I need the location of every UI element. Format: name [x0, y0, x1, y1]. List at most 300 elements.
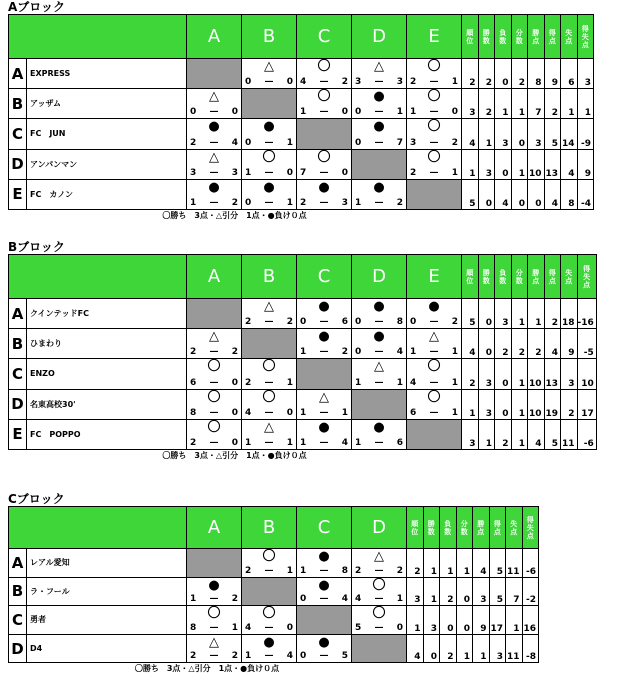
stat-value: 1	[511, 149, 528, 179]
stat-value: 7	[506, 577, 523, 606]
score-dash: —	[209, 167, 219, 178]
stat-header-char: 点	[548, 276, 556, 285]
score-away: 1	[451, 347, 458, 358]
stat-header	[478, 15, 495, 59]
stat-header-char: 点	[581, 40, 589, 49]
score-dash: —	[209, 377, 219, 388]
stat-value: 1	[506, 606, 523, 635]
stat-header-char: 数	[515, 276, 523, 285]
stat-header-char: 分	[460, 519, 468, 528]
match-score	[410, 317, 458, 328]
result-symbol-icon: ●	[263, 119, 275, 135]
score-home: 1	[190, 197, 197, 208]
stat-value: 1	[577, 89, 594, 119]
stat-value: 2	[544, 299, 561, 329]
match-result-cell	[242, 149, 297, 179]
stat-header-char: 勝	[482, 28, 490, 37]
score-dash: —	[374, 317, 384, 328]
stat-header-char: 点	[565, 276, 573, 285]
stat-value: 1	[511, 389, 528, 419]
stat-value: 11	[506, 549, 523, 578]
score-away: 0	[341, 107, 348, 118]
result-symbol-icon: 〇	[262, 389, 276, 405]
row-letter: B	[9, 577, 27, 606]
match-result-cell	[297, 59, 352, 89]
stat-value: 5	[544, 119, 561, 149]
result-symbol-icon: 〇	[372, 606, 386, 622]
match-score	[300, 168, 348, 179]
score-away: 0	[231, 437, 238, 448]
result-symbol-icon: 〇	[262, 549, 276, 564]
stat-value: 1	[456, 549, 473, 578]
score-home: 1	[300, 565, 307, 576]
stat-header-char: 数	[444, 527, 452, 536]
team-name: 勇者	[27, 606, 187, 635]
stat-value: 1	[423, 577, 440, 606]
block-title: Bブロック	[8, 240, 65, 254]
result-symbol-icon: ●	[208, 577, 220, 593]
result-symbol-icon: ●	[208, 119, 220, 135]
score-home: 0	[245, 77, 252, 88]
score-away: 0	[231, 407, 238, 418]
score-home: 1	[410, 347, 417, 358]
score-home: 5	[355, 622, 362, 633]
score-away: 1	[451, 77, 458, 88]
match-score	[410, 168, 458, 179]
team-name: ひまわり	[27, 329, 187, 359]
stat-header-char: 失	[510, 519, 518, 528]
match-result-cell	[187, 606, 242, 635]
column-header: E	[407, 15, 462, 59]
match-result-cell	[407, 329, 462, 359]
stat-value: 4	[495, 179, 512, 209]
stat-value: 0	[478, 299, 495, 329]
column-header: D	[352, 507, 407, 549]
self-match-cell	[297, 119, 352, 149]
match-score	[300, 651, 348, 662]
team-name: FC POPPO	[27, 419, 187, 449]
stat-value: -2	[522, 577, 539, 606]
score-dash: —	[209, 347, 219, 358]
header-row	[9, 507, 539, 549]
result-symbol-icon: 〇	[427, 89, 441, 105]
score-dash: —	[374, 594, 384, 605]
score-away: 8	[341, 565, 348, 576]
stat-header-char: 分	[515, 268, 523, 277]
match-score	[355, 77, 403, 88]
stat-value: 0	[495, 389, 512, 419]
legend: 〇勝ち 3点・△引分 1点・●負け０点	[162, 450, 307, 460]
match-score	[355, 347, 403, 358]
stat-value: 4	[561, 149, 578, 179]
score-away: 1	[396, 107, 403, 118]
column-header: C	[297, 255, 352, 299]
result-symbol-icon: ●	[373, 329, 385, 345]
score-home: 0	[245, 197, 252, 208]
stat-header	[473, 507, 490, 549]
stat-value: 1	[561, 89, 578, 119]
score-home: 1	[245, 437, 252, 448]
score-dash: —	[429, 347, 439, 358]
team-name: アンパンマン	[27, 149, 187, 179]
match-score	[245, 168, 293, 179]
stat-header-char: 点	[477, 527, 485, 536]
score-home: 2	[300, 197, 307, 208]
header-corner	[9, 15, 187, 59]
match-result-cell	[297, 89, 352, 119]
stat-header-char: 数	[499, 36, 507, 45]
stat-header-char: 数	[482, 276, 490, 285]
match-score	[190, 438, 238, 449]
score-away: 3	[231, 167, 238, 178]
score-dash: —	[374, 77, 384, 88]
score-away: 4	[286, 651, 293, 662]
score-home: 1	[355, 437, 362, 448]
match-score	[245, 77, 293, 88]
stat-value: 0	[440, 606, 457, 635]
match-result-cell	[407, 359, 462, 389]
match-score	[190, 168, 238, 179]
stat-value: 0	[511, 179, 528, 209]
result-symbol-icon: 〇	[207, 606, 221, 622]
stat-header-char: 失	[583, 272, 591, 281]
match-score	[245, 408, 293, 419]
match-result-cell	[242, 634, 297, 663]
match-score	[355, 138, 403, 149]
score-away: 2	[286, 317, 293, 328]
match-result-cell	[352, 119, 407, 149]
row-letter: C	[9, 359, 27, 389]
stat-value: 17	[489, 606, 506, 635]
stat-value: -8	[522, 634, 539, 663]
score-dash: —	[319, 347, 329, 358]
stat-value: 11	[506, 634, 523, 663]
stat-value: 7	[528, 89, 545, 119]
standings-table	[8, 14, 594, 210]
match-result-cell	[242, 419, 297, 449]
block-1	[0, 0, 594, 222]
stat-header-char: 点	[532, 36, 540, 45]
self-match-cell	[187, 59, 242, 89]
self-match-cell	[242, 329, 297, 359]
stat-value: 3	[462, 419, 479, 449]
stat-value: 4	[462, 119, 479, 149]
stat-value: 4	[544, 179, 561, 209]
match-result-cell	[297, 634, 352, 663]
row-letter: A	[9, 59, 27, 89]
score-home: 2	[410, 167, 417, 178]
stat-value: 2	[561, 389, 578, 419]
score-dash: —	[319, 594, 329, 605]
score-home: 6	[410, 407, 417, 418]
stat-value: 2	[528, 329, 545, 359]
stat-value: -16	[577, 299, 596, 329]
result-symbol-icon: ●	[318, 329, 330, 345]
stat-header-char: 得	[581, 24, 589, 33]
stat-value: 9	[544, 59, 561, 89]
result-symbol-icon: △	[264, 59, 274, 74]
header-corner	[9, 255, 187, 299]
match-score	[355, 594, 403, 605]
score-dash: —	[209, 594, 219, 605]
score-home: 1	[355, 377, 362, 388]
score-away: 3	[396, 77, 403, 88]
match-score	[190, 378, 238, 389]
result-symbol-icon: 〇	[262, 359, 276, 375]
result-symbol-icon: △	[264, 419, 274, 435]
stat-value: 3	[423, 606, 440, 635]
stat-value: 2	[511, 59, 528, 89]
stat-header	[528, 255, 545, 299]
self-match-cell	[352, 634, 407, 663]
score-dash: —	[374, 437, 384, 448]
stat-header-char: 得	[526, 515, 534, 524]
stat-value: 14	[561, 119, 578, 149]
stat-value: 5	[462, 299, 479, 329]
team-row	[9, 419, 597, 449]
match-result-cell	[242, 119, 297, 149]
result-symbol-icon: 〇	[207, 359, 221, 375]
score-away: 0	[231, 107, 238, 118]
stat-value: 17	[577, 389, 596, 419]
score-home: 1	[300, 107, 307, 118]
result-symbol-icon: 〇	[317, 59, 331, 74]
column-header: B	[242, 255, 297, 299]
stat-value: 1	[495, 89, 512, 119]
match-result-cell	[187, 149, 242, 179]
team-row	[9, 299, 597, 329]
stat-value: 4	[462, 329, 479, 359]
stat-header-char: 得	[493, 519, 501, 528]
stat-value: 3	[528, 119, 545, 149]
score-dash: —	[264, 197, 274, 208]
score-away: 3	[341, 197, 348, 208]
stat-value: 1	[528, 299, 545, 329]
stat-header-char: 点	[526, 531, 534, 540]
stat-header-char: 順	[466, 28, 474, 37]
score-home: 2	[190, 437, 197, 448]
stat-header-char: 数	[460, 527, 468, 536]
stat-value: 9	[561, 329, 578, 359]
result-symbol-icon: △	[374, 359, 384, 375]
score-dash: —	[374, 377, 384, 388]
self-match-cell	[187, 549, 242, 578]
stat-value: 2	[495, 329, 512, 359]
score-dash: —	[264, 407, 274, 418]
stat-value: 0	[495, 59, 512, 89]
match-score	[300, 566, 348, 577]
stat-header-char: 数	[427, 527, 435, 536]
match-result-cell	[407, 89, 462, 119]
match-score	[410, 347, 458, 358]
match-result-cell	[407, 389, 462, 419]
team-row	[9, 89, 594, 119]
stat-value: 0	[528, 179, 545, 209]
stat-value: 4	[528, 419, 545, 449]
stat-value: 2	[544, 89, 561, 119]
score-dash: —	[429, 407, 439, 418]
stat-value: -6	[577, 419, 596, 449]
match-score	[300, 408, 348, 419]
match-result-cell	[187, 419, 242, 449]
column-header: B	[242, 15, 297, 59]
team-name: FC JUN	[27, 119, 187, 149]
score-home: 4	[245, 622, 252, 633]
score-home: 1	[410, 107, 417, 118]
column-header: D	[352, 15, 407, 59]
score-dash: —	[319, 197, 329, 208]
stat-value: 3	[577, 59, 594, 89]
match-result-cell	[407, 119, 462, 149]
score-dash: —	[264, 377, 274, 388]
stat-value: 2	[440, 634, 457, 663]
stat-value: 2	[462, 359, 479, 389]
match-result-cell	[352, 577, 407, 606]
result-symbol-icon: ●	[263, 179, 275, 195]
match-result-cell	[242, 606, 297, 635]
match-result-cell	[352, 419, 407, 449]
score-dash: —	[319, 565, 329, 576]
match-result-cell	[352, 59, 407, 89]
result-symbol-icon: 〇	[262, 606, 276, 622]
score-home: 2	[190, 347, 197, 358]
stat-header-char: 勝	[477, 519, 485, 528]
match-result-cell	[187, 634, 242, 663]
score-away: 4	[341, 594, 348, 605]
legend: 〇勝ち 3点・△引分 1点・●負け０点	[162, 210, 307, 220]
match-score	[300, 317, 348, 328]
result-symbol-icon: ●	[373, 179, 385, 195]
match-score	[410, 107, 458, 118]
self-match-cell	[297, 359, 352, 389]
row-letter: D	[9, 389, 27, 419]
team-row	[9, 329, 597, 359]
score-away: 1	[396, 594, 403, 605]
stat-header	[423, 507, 440, 549]
stat-value: 2	[478, 59, 495, 89]
match-score	[300, 107, 348, 118]
team-name: 名東高校30'	[27, 389, 187, 419]
score-dash: —	[209, 107, 219, 118]
score-dash: —	[374, 347, 384, 358]
match-result-cell	[187, 577, 242, 606]
team-row	[9, 59, 594, 89]
team-row	[9, 606, 539, 635]
legend: 〇勝ち 3点・△引分 1点・●負け０点	[134, 664, 280, 674]
column-header: C	[297, 507, 352, 549]
self-match-cell	[407, 419, 462, 449]
match-result-cell	[297, 179, 352, 209]
score-home: 0	[190, 107, 197, 118]
stat-value: 4	[544, 329, 561, 359]
score-away: 2	[231, 197, 238, 208]
stat-value: 2	[478, 89, 495, 119]
score-home: 1	[190, 594, 197, 605]
match-result-cell	[242, 389, 297, 419]
standings-table	[8, 506, 539, 663]
score-dash: —	[319, 407, 329, 418]
stat-value: 0	[495, 149, 512, 179]
stat-header-char: 勝	[427, 519, 435, 528]
result-symbol-icon: ●	[208, 179, 220, 195]
score-dash: —	[264, 565, 274, 576]
stat-header	[440, 507, 457, 549]
stat-value: 3	[462, 89, 479, 119]
score-home: 2	[245, 565, 252, 576]
team-name: EXPRESS	[27, 59, 187, 89]
score-home: 1	[300, 347, 307, 358]
match-score	[300, 347, 348, 358]
score-home: 8	[190, 622, 197, 633]
stat-header	[577, 15, 594, 59]
row-letter: C	[9, 119, 27, 149]
stat-value: 1	[478, 419, 495, 449]
score-away: 1	[286, 137, 293, 148]
stat-header-char: 位	[466, 36, 474, 45]
stat-header-char: 位	[466, 276, 474, 285]
score-home: 0	[300, 594, 307, 605]
score-dash: —	[209, 197, 219, 208]
match-result-cell	[297, 419, 352, 449]
stat-header	[506, 507, 523, 549]
team-name: レアル愛知	[27, 549, 187, 578]
stat-header-char: 点	[565, 36, 573, 45]
score-away: 2	[396, 565, 403, 576]
match-result-cell	[352, 89, 407, 119]
score-home: 1	[355, 197, 362, 208]
stat-value: 3	[478, 359, 495, 389]
stat-header	[544, 15, 561, 59]
stat-header	[522, 507, 539, 549]
stat-value: 0	[495, 359, 512, 389]
stat-header	[462, 15, 479, 59]
score-dash: —	[374, 565, 384, 576]
stat-value: 3	[495, 299, 512, 329]
team-name: ENZO	[27, 359, 187, 389]
match-score	[190, 594, 238, 605]
stat-header	[561, 255, 578, 299]
result-symbol-icon: ●	[318, 179, 330, 195]
score-away: 1	[451, 377, 458, 388]
score-away: 0	[286, 77, 293, 88]
score-dash: —	[429, 317, 439, 328]
result-symbol-icon: ●	[318, 634, 330, 650]
stat-value: 1	[456, 634, 473, 663]
match-score	[245, 651, 293, 662]
match-score	[245, 138, 293, 149]
score-home: 2	[355, 565, 362, 576]
result-symbol-icon: ●	[373, 299, 385, 314]
stat-value: 13	[544, 359, 561, 389]
score-home: 1	[245, 167, 252, 178]
stat-value: 3	[478, 149, 495, 179]
match-score	[355, 623, 403, 634]
stat-value: 5	[462, 179, 479, 209]
score-away: 1	[231, 622, 238, 633]
stat-header-char: 勝	[532, 268, 540, 277]
stat-header-char: 負	[444, 519, 452, 528]
team-name: クインテッドFC	[27, 299, 187, 329]
result-symbol-icon: 〇	[317, 149, 331, 165]
score-home: 0	[355, 107, 362, 118]
score-home: 2	[245, 317, 252, 328]
match-result-cell	[242, 59, 297, 89]
column-header: A	[187, 15, 242, 59]
score-home: 1	[245, 651, 252, 662]
score-dash: —	[264, 167, 274, 178]
score-away: 5	[341, 651, 348, 662]
stat-value: 0	[511, 119, 528, 149]
